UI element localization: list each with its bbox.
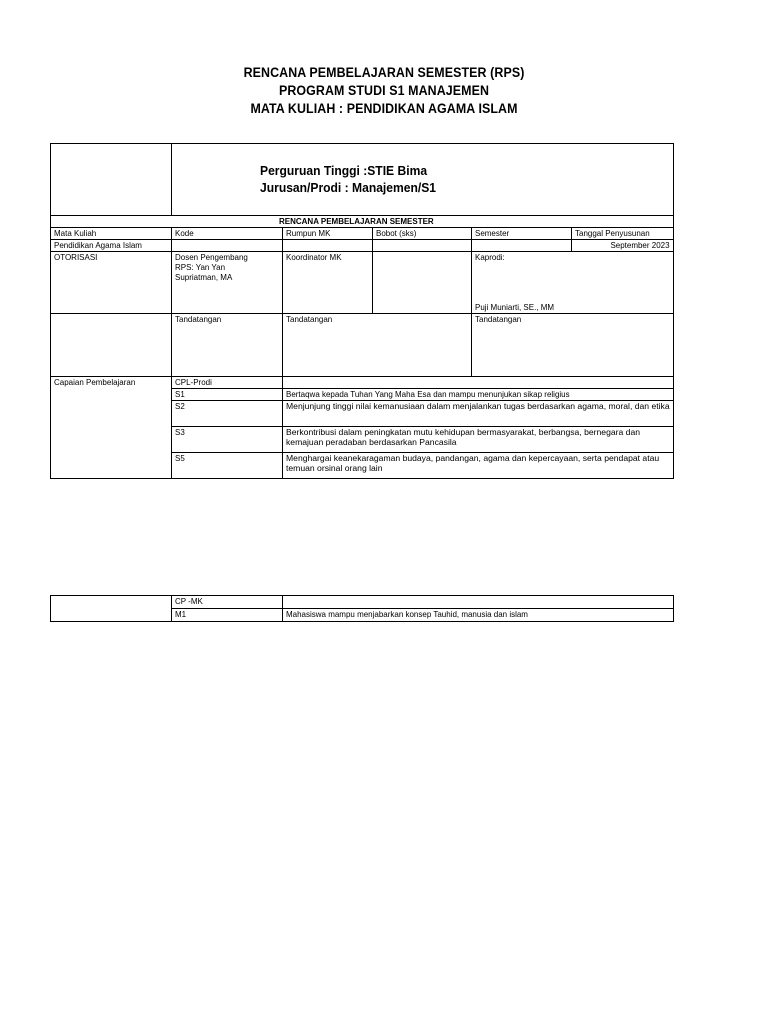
title-line-1: RENCANA PEMBELAJARAN SEMESTER (RPS) [243,65,525,80]
signature-kaprodi: Tandatangan [472,314,674,377]
otorisasi-label: OTORISASI [51,252,172,314]
signature-blank [51,314,172,377]
signature-koordinator: Tandatangan [283,314,472,377]
cpl-text: Menjunjung tinggi nilai kemanusiaan dalam menjalankan tugas berdasarkan agama, moral, dan etika [283,401,674,427]
koordinator-blank [373,252,472,314]
department-name: Jurusan/Prodi : Manajemen/S1 [260,180,437,195]
course-row [51,240,674,252]
header-row [51,144,674,216]
dosen-line-1: Dosen Pengembang [175,252,248,262]
course-bobot [373,240,472,252]
cpl-code: S3 [172,427,283,453]
cpmk-table [50,595,674,622]
institution-cell [172,144,674,216]
cpmk-label: CP -MK [172,596,283,609]
cpl-header-row [51,377,674,389]
course-name: Pendidikan Agama Islam [51,240,172,252]
document-title [0,64,768,118]
rps-title: RENCANA PEMBELAJARAN SEMESTER [51,216,674,228]
kaprodi-cell [472,252,674,314]
koordinator-cell: Koordinator MK [283,252,373,314]
capaian-label: Capaian Pembelajaran [51,377,172,479]
cpl-code: S5 [172,453,283,479]
rps-main-table [50,143,674,479]
institution-name: Perguruan Tinggi :STIE Bima [260,163,428,178]
cpmk-blank [51,596,172,622]
title-line-3: MATA KULIAH : PENDIDIKAN AGAMA ISLAM [250,101,518,116]
course-kode [172,240,283,252]
signature-dosen: Tandatangan [172,314,283,377]
col-tanggal: Tanggal Penyusunan [572,228,674,240]
cpmk-text: Mahasiswa mampu menjabarkan konsep Tauhid, manusia dan islam [283,609,674,622]
col-mata-kuliah: Mata Kuliah [51,228,172,240]
cpmk-header-blank [283,596,674,609]
cpl-text: Menghargai keanekaragaman budaya, pandangan, agama dan kepercayaan, serta pendapat atau temuan orsinal orang lain [283,453,674,479]
cpl-code: S1 [172,389,283,401]
cpmk-header-row [51,596,674,609]
course-semester [472,240,572,252]
cpl-text: Berkontribusi dalam peningkatan mutu kehidupan bermasyarakat, berbangsa, bernegara dan kemajuan peradaban berdasarkan Pancasila [283,427,674,453]
col-semester: Semester [472,228,572,240]
course-date: September 2023 [572,240,674,252]
col-kode: Kode [172,228,283,240]
kaprodi-name: Puji Muniarti, SE., MM [475,302,555,312]
dosen-line-3: Supriatman, MA [175,272,233,282]
logo-cell [51,144,172,216]
col-bobot: Bobot (sks) [373,228,472,240]
cpl-text: Bertaqwa kepada Tuhan Yang Maha Esa dan mampu menunjukan sikap religius [283,389,674,401]
dosen-line-2: RPS: Yan Yan [175,262,226,272]
cpl-label: CPL-Prodi [172,377,283,389]
cpmk-code: M1 [172,609,283,622]
otorisasi-row [51,252,674,314]
kaprodi-label: Kaprodi: [475,252,505,262]
dosen-cell [172,252,283,314]
column-header-row [51,228,674,240]
signature-row [51,314,674,377]
title-line-2: PROGRAM STUDI S1 MANAJEMEN [278,83,490,98]
col-rumpun: Rumpun MK [283,228,373,240]
course-rumpun [283,240,373,252]
cpl-code: S2 [172,401,283,427]
cpl-blank [283,377,674,389]
rps-title-row [51,216,674,228]
